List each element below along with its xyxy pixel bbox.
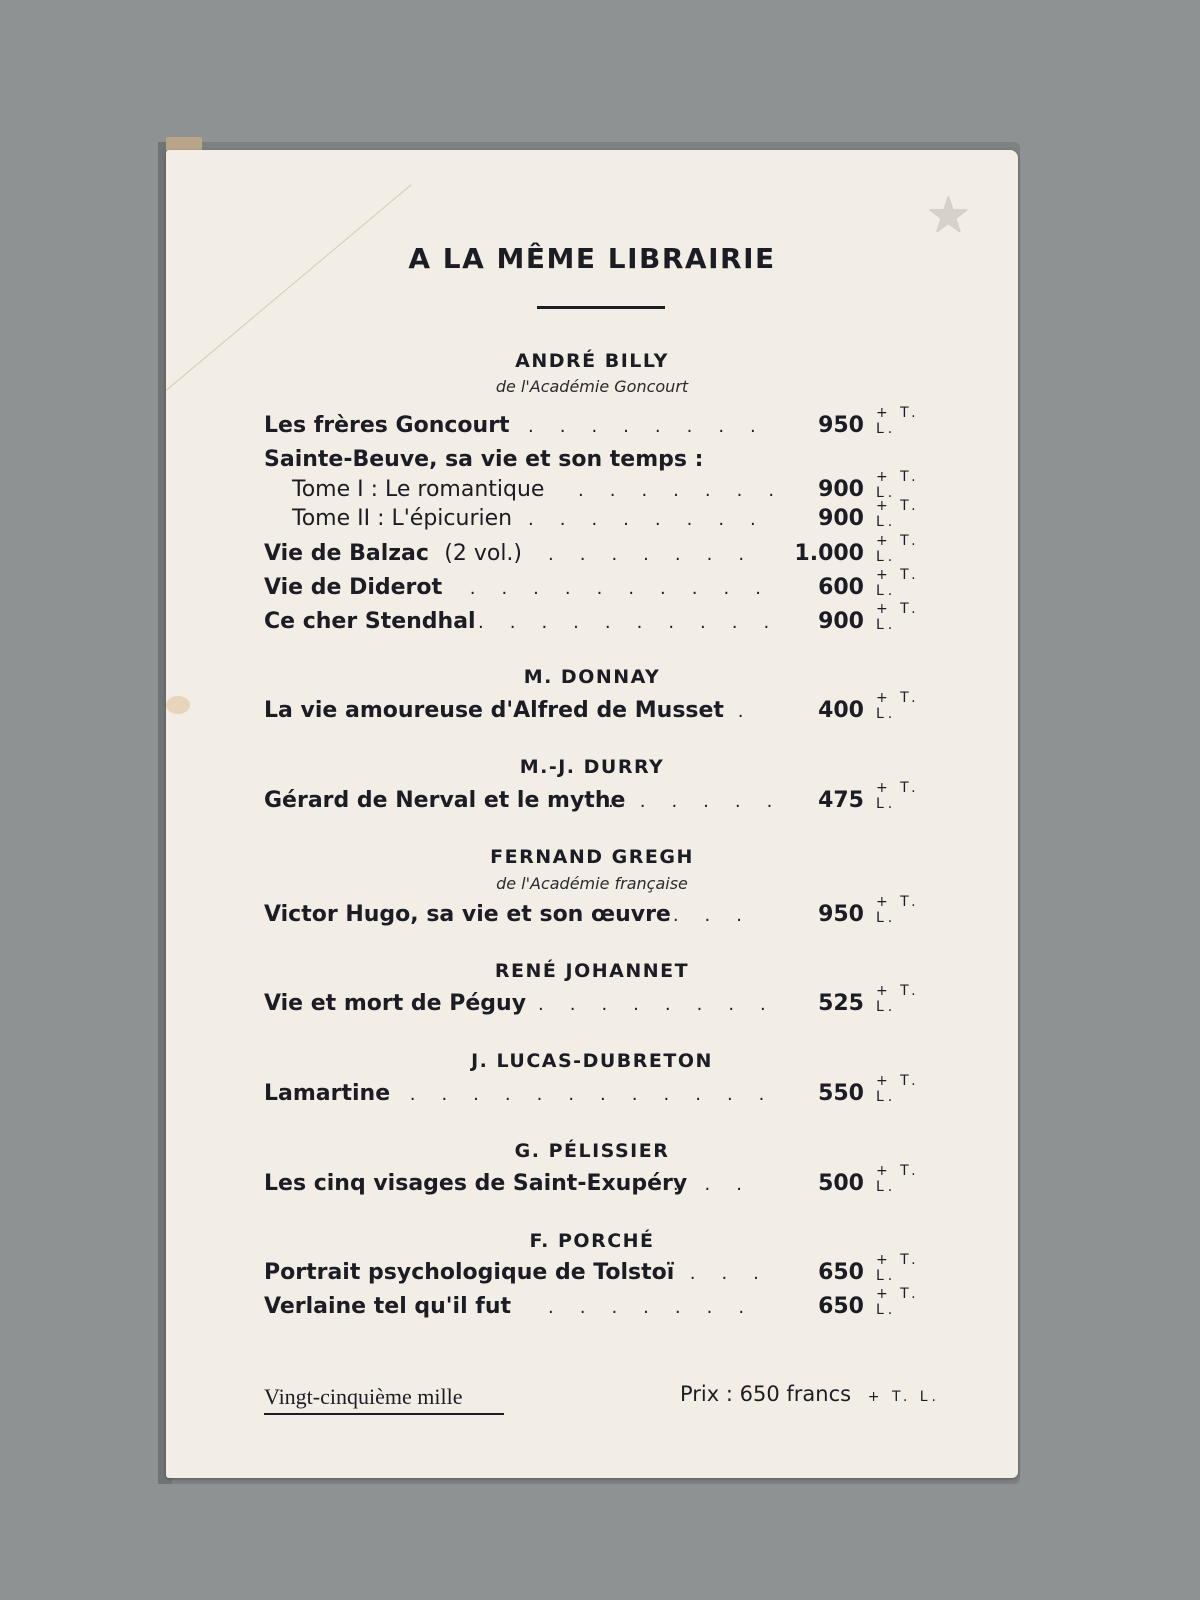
book-price: 500: [818, 1171, 864, 1196]
list-item: [264, 1252, 944, 1289]
book-title: Vie et mort de Péguy: [264, 991, 527, 1016]
leader-dots: ...: [672, 1174, 768, 1195]
author-affiliation: de l'Académie Goncourt: [495, 377, 689, 396]
leader-dots: .......: [548, 544, 771, 565]
book-price: 600: [818, 575, 864, 600]
list-item: [264, 690, 944, 727]
cover-corner-wear: [166, 137, 202, 151]
author-heading: G. PÉLISSIER: [514, 1140, 670, 1162]
list-item: [264, 533, 944, 570]
author-heading: FERNAND GREGH: [490, 846, 694, 868]
leader-dots: ......: [608, 791, 799, 812]
price-suffix: + T. L.: [867, 1389, 941, 1405]
book-title: Les cinq visages de Saint-Exupéry: [264, 1171, 688, 1196]
book-title: Vie de Balzac: [264, 541, 429, 566]
page-title: A LA MÊME LIBRAIRIE: [408, 242, 776, 275]
price-suffix: + T. L.: [876, 780, 920, 812]
book-title: Verlaine tel qu'il fut: [264, 1294, 512, 1319]
book-title: Victor Hugo, sa vie et son œuvre: [264, 902, 671, 927]
book-price: 550: [818, 1081, 864, 1106]
price-suffix: + T. L.: [876, 1286, 920, 1318]
author-heading: RENÉ JOHANNET: [494, 960, 690, 982]
book-title: Vie de Diderot: [264, 575, 443, 600]
author-heading: M.-J. DURRY: [519, 756, 665, 778]
book-price: 900: [818, 477, 864, 502]
list-item: [264, 1163, 944, 1200]
price-suffix: + T. L.: [876, 894, 920, 926]
book-title: Les frères Goncourt: [264, 413, 510, 438]
author-affiliation: de l'Académie française: [496, 874, 688, 893]
book-title: Lamartine: [264, 1081, 391, 1106]
book-note: (2 vol.): [444, 541, 523, 566]
leader-dots: ........: [538, 994, 792, 1015]
list-item: [264, 567, 944, 604]
price-suffix: + T. L.: [876, 498, 920, 530]
leader-dots: ...........: [438, 578, 787, 599]
author-heading: J. LUCAS-DUBRETON: [471, 1050, 713, 1072]
leader-dots: ........: [528, 416, 782, 437]
book-title: Ce cher Stendhal: [264, 609, 476, 634]
list-item: [264, 405, 944, 442]
book-title: Sainte-Beuve, sa vie et son temps :: [264, 447, 704, 472]
book-price: 1.000: [794, 541, 864, 566]
leader-dots: .............: [378, 1084, 791, 1105]
list-item: [264, 1073, 944, 1110]
price-suffix: + T. L.: [876, 1163, 920, 1195]
leader-dots: ..........: [478, 612, 796, 633]
list-item: [264, 601, 944, 638]
price-suffix: + T. L.: [876, 405, 920, 437]
book-title: La vie amoureuse d'Alfred de Musset: [264, 698, 724, 723]
price-value: 650 francs: [739, 1382, 852, 1406]
book-price: 650: [818, 1260, 864, 1285]
leader-dots: .......: [548, 1297, 771, 1318]
title-divider: [537, 306, 665, 309]
price-label: Prix :: [680, 1382, 733, 1406]
list-item: [264, 469, 944, 506]
author-heading: M. DONNAY: [523, 666, 661, 688]
price-suffix: + T. L.: [876, 533, 920, 565]
star-icon: ★: [926, 186, 971, 244]
leader-dots: .......: [578, 480, 801, 501]
book-price: 950: [818, 413, 864, 438]
book-price: 900: [818, 506, 864, 531]
list-item: [264, 446, 944, 476]
edition-underline: [264, 1413, 504, 1415]
book-price: 650: [818, 1294, 864, 1319]
price-suffix: + T. L.: [876, 469, 920, 501]
list-item: [264, 498, 944, 535]
edition-note: Vingt-cinquième mille: [264, 1384, 463, 1409]
price-suffix: + T. L.: [876, 567, 920, 599]
list-item: [264, 983, 944, 1020]
cover-price: [680, 1382, 944, 1406]
book-price: 400: [818, 698, 864, 723]
author-heading: ANDRÉ BILLY: [515, 350, 669, 372]
price-suffix: + T. L.: [876, 983, 920, 1015]
price-suffix: + T. L.: [876, 690, 920, 722]
book-title: Tome I : Le romantique: [292, 477, 545, 502]
book-price: 900: [818, 609, 864, 634]
leader-dots: ........: [528, 509, 782, 530]
leader-dots: ....: [658, 1263, 785, 1284]
book-price: 950: [818, 902, 864, 927]
price-suffix: + T. L.: [876, 1252, 920, 1284]
list-item: [264, 1286, 944, 1323]
book-price: 475: [818, 788, 864, 813]
leader-dots: ...: [672, 905, 768, 926]
book-title: Gérard de Nerval et le mythe: [264, 788, 626, 813]
price-suffix: + T. L.: [876, 601, 920, 633]
book-title: Tome II : L'épicurien: [292, 506, 513, 531]
cover-stain: [166, 696, 190, 714]
book-title: Portrait psychologique de Tolstoï: [264, 1260, 675, 1285]
list-item: [264, 894, 944, 931]
price-suffix: + T. L.: [876, 1073, 920, 1105]
list-item: [264, 780, 944, 817]
leader-dots: ..: [706, 701, 770, 722]
author-heading: F. PORCHÉ: [529, 1230, 655, 1252]
book-price: 525: [818, 991, 864, 1016]
